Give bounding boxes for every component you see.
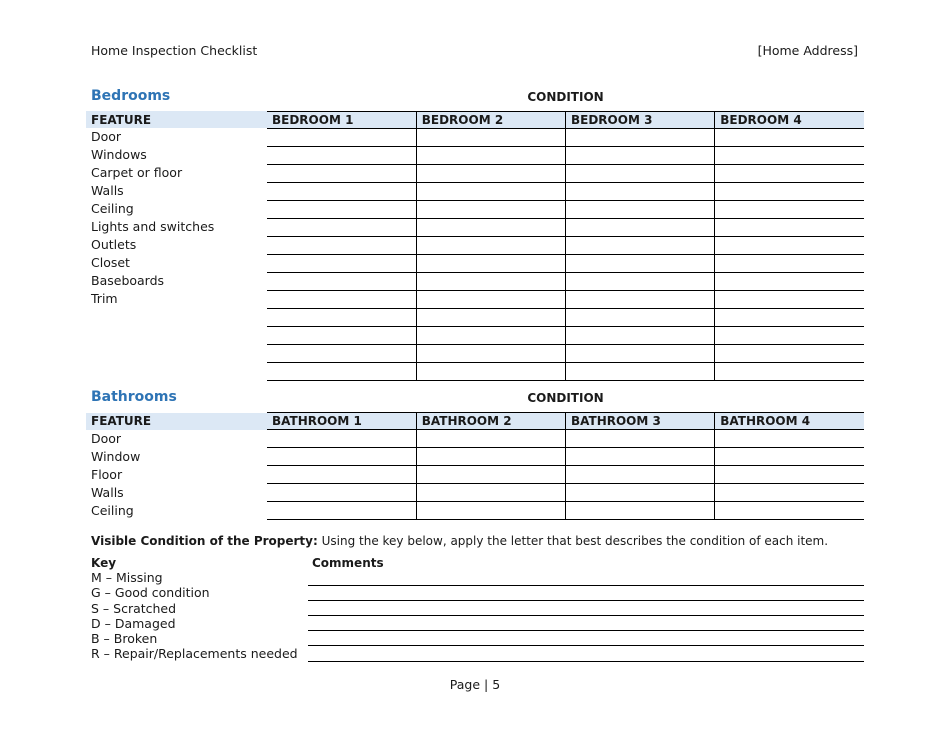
table-row	[267, 237, 864, 255]
condition-cell[interactable]	[267, 237, 416, 255]
condition-cell[interactable]	[715, 291, 864, 309]
condition-cell[interactable]	[416, 291, 565, 309]
table-row	[267, 484, 864, 502]
feature-item: Floor	[91, 467, 123, 482]
condition-cell[interactable]	[267, 430, 416, 448]
page-label: Page	[449, 677, 481, 692]
condition-cell[interactable]	[566, 430, 715, 448]
condition-cell[interactable]	[566, 273, 715, 291]
column-header-bathroom-1: BATHROOM 1	[267, 413, 416, 430]
condition-cell[interactable]	[416, 345, 565, 363]
condition-cell[interactable]	[267, 219, 416, 237]
bedrooms-condition-table	[267, 111, 864, 381]
condition-cell[interactable]	[566, 219, 715, 237]
condition-cell[interactable]	[566, 345, 715, 363]
feature-item: Outlets	[91, 237, 137, 252]
condition-cell[interactable]	[267, 273, 416, 291]
condition-cell[interactable]	[416, 327, 565, 345]
condition-cell[interactable]	[416, 165, 565, 183]
condition-cell[interactable]	[416, 273, 565, 291]
condition-cell[interactable]	[416, 237, 565, 255]
table-row	[267, 502, 864, 520]
feature-item: Window	[91, 449, 141, 464]
condition-cell[interactable]	[416, 129, 565, 147]
condition-cell[interactable]	[416, 201, 565, 219]
column-header-bathroom-4: BATHROOM 4	[715, 413, 864, 430]
condition-cell[interactable]	[267, 309, 416, 327]
condition-cell[interactable]	[566, 309, 715, 327]
feature-item: Windows	[91, 147, 147, 162]
key-title: Key	[91, 556, 117, 570]
condition-cell[interactable]	[715, 502, 864, 520]
comment-line[interactable]	[308, 585, 864, 586]
condition-cell[interactable]	[416, 430, 565, 448]
feature-item: Walls	[91, 183, 124, 198]
condition-cell[interactable]	[715, 237, 864, 255]
comment-line[interactable]	[308, 645, 864, 646]
comment-line[interactable]	[308, 600, 864, 601]
condition-cell[interactable]	[566, 129, 715, 147]
visible-condition-text: Using the key below, apply the letter that best describes the condition of each item.	[317, 534, 829, 548]
page-number: 5	[492, 677, 501, 692]
condition-cell[interactable]	[267, 255, 416, 273]
condition-cell[interactable]	[416, 363, 565, 381]
condition-cell[interactable]	[715, 183, 864, 201]
key-item: S – Scratched	[91, 600, 177, 616]
column-header-bedroom-3: BEDROOM 3	[566, 112, 715, 129]
feature-item: Baseboards	[91, 273, 165, 288]
condition-cell[interactable]	[566, 327, 715, 345]
condition-cell[interactable]	[416, 448, 565, 466]
condition-cell[interactable]	[566, 291, 715, 309]
condition-cell[interactable]	[566, 183, 715, 201]
condition-cell[interactable]	[267, 327, 416, 345]
visible-condition-instructions	[91, 534, 828, 548]
bedrooms-title: Bedrooms	[91, 88, 171, 104]
key-item: M – Missing	[91, 570, 163, 585]
page-separator: |	[484, 677, 489, 692]
table-row	[267, 201, 864, 219]
condition-cell[interactable]	[566, 502, 715, 520]
condition-cell[interactable]	[566, 484, 715, 502]
feature-item: Walls	[91, 485, 124, 500]
condition-cell[interactable]	[267, 363, 416, 381]
column-header-bedroom-1: BEDROOM 1	[267, 112, 416, 129]
key-list	[91, 570, 298, 662]
condition-cell[interactable]	[566, 255, 715, 273]
table-row	[267, 255, 864, 273]
condition-cell[interactable]	[715, 273, 864, 291]
condition-cell[interactable]	[267, 345, 416, 363]
condition-cell[interactable]	[267, 165, 416, 183]
condition-cell[interactable]	[566, 448, 715, 466]
feature-item: Trim	[91, 291, 118, 306]
comment-line[interactable]	[308, 661, 864, 662]
condition-cell[interactable]	[416, 309, 565, 327]
bathrooms-condition-table	[267, 412, 864, 520]
bathrooms-title: Bathrooms	[91, 389, 177, 405]
bathrooms-feature-label: FEATURE	[91, 414, 152, 428]
feature-item: Lights and switches	[91, 219, 215, 234]
condition-cell[interactable]	[267, 201, 416, 219]
visible-condition-label: Visible Condition of the Property:	[91, 534, 318, 548]
feature-item: Door	[91, 129, 122, 144]
condition-cell[interactable]	[715, 129, 864, 147]
condition-cell[interactable]	[267, 183, 416, 201]
key-item: D – Damaged	[91, 615, 176, 631]
column-header-bedroom-2: BEDROOM 2	[416, 112, 565, 129]
condition-cell[interactable]	[416, 219, 565, 237]
column-header-bathroom-2: BATHROOM 2	[416, 413, 565, 430]
feature-item: Closet	[91, 255, 130, 270]
condition-cell[interactable]	[416, 183, 565, 201]
condition-cell[interactable]	[566, 237, 715, 255]
table-row	[267, 363, 864, 381]
table-row	[267, 327, 864, 345]
condition-cell[interactable]	[416, 502, 565, 520]
condition-cell[interactable]	[416, 147, 565, 165]
bathrooms-condition-label: CONDITION	[527, 391, 604, 405]
comment-line[interactable]	[308, 615, 864, 616]
condition-cell[interactable]	[416, 466, 565, 484]
condition-cell[interactable]	[715, 255, 864, 273]
condition-cell[interactable]	[416, 484, 565, 502]
condition-cell[interactable]	[267, 448, 416, 466]
condition-cell[interactable]	[715, 201, 864, 219]
table-header-row	[267, 413, 864, 430]
table-row	[267, 309, 864, 327]
condition-cell[interactable]	[715, 219, 864, 237]
condition-cell[interactable]	[566, 165, 715, 183]
feature-item: Ceiling	[91, 503, 134, 518]
table-row	[267, 273, 864, 291]
condition-cell[interactable]	[715, 327, 864, 345]
condition-cell[interactable]	[267, 129, 416, 147]
table-row	[267, 448, 864, 466]
condition-cell[interactable]	[715, 165, 864, 183]
condition-cell[interactable]	[715, 448, 864, 466]
condition-cell[interactable]	[715, 484, 864, 502]
condition-cell[interactable]	[267, 147, 416, 165]
table-row	[267, 430, 864, 448]
condition-cell[interactable]	[566, 147, 715, 165]
condition-cell[interactable]	[715, 309, 864, 327]
table-row	[267, 466, 864, 484]
column-header-bedroom-4: BEDROOM 4	[715, 112, 864, 129]
condition-cell[interactable]	[566, 466, 715, 484]
feature-item: Carpet or floor	[91, 165, 183, 180]
key-item: G – Good condition	[91, 585, 210, 601]
table-row	[267, 183, 864, 201]
condition-cell[interactable]	[267, 291, 416, 309]
comment-line[interactable]	[308, 630, 864, 631]
key-item: B – Broken	[91, 631, 158, 647]
condition-cell[interactable]	[267, 484, 416, 502]
feature-item: Door	[91, 431, 122, 446]
home-address-placeholder: [Home Address]	[757, 43, 858, 58]
table-row	[267, 165, 864, 183]
key-item: R – Repair/Replacements needed	[91, 646, 298, 662]
feature-item: Ceiling	[91, 201, 134, 216]
comments-title: Comments	[312, 556, 384, 570]
document-header-title: Home Inspection Checklist	[91, 43, 258, 58]
table-row	[267, 291, 864, 309]
condition-cell[interactable]	[715, 147, 864, 165]
table-row	[267, 129, 864, 147]
condition-cell[interactable]	[566, 201, 715, 219]
condition-cell[interactable]	[715, 466, 864, 484]
bedrooms-condition-label: CONDITION	[527, 90, 604, 104]
condition-cell[interactable]	[715, 345, 864, 363]
condition-cell[interactable]	[267, 466, 416, 484]
table-header-row	[267, 112, 864, 129]
condition-cell[interactable]	[566, 363, 715, 381]
condition-cell[interactable]	[715, 363, 864, 381]
column-header-bathroom-3: BATHROOM 3	[566, 413, 715, 430]
bathrooms-feature-list	[91, 430, 140, 520]
condition-cell[interactable]	[267, 502, 416, 520]
bedrooms-feature-list	[91, 128, 214, 308]
page-footer	[0, 677, 950, 692]
condition-cell[interactable]	[416, 255, 565, 273]
condition-cell[interactable]	[715, 430, 864, 448]
table-row	[267, 147, 864, 165]
table-row	[267, 219, 864, 237]
table-row	[267, 345, 864, 363]
bedrooms-feature-label: FEATURE	[91, 113, 152, 127]
